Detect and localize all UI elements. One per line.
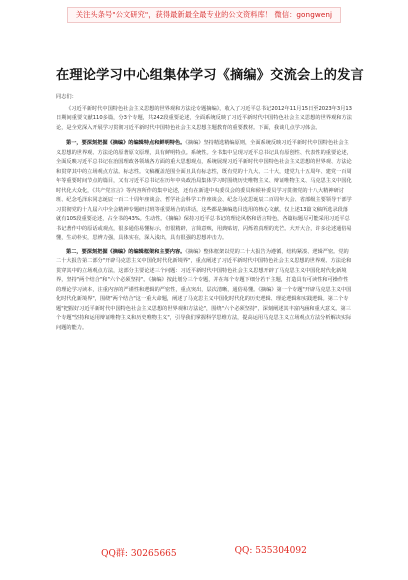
- intro-paragraph: 《习近平新时代中国特色社会主义思想的世界观和方法论专题摘编》，收入了习近平总书记2012年11月15日至2023年3月13日期间重要文献110多篇，分3个专题，共242段重要论述，全面系统反映了习近平新时代中国特色社会主义思想的世界观和方法论，是全党深入开展学习贯彻习近平新时代中国特色社会主义思想主题教育的重要教材。下面，我谈几点学习体会。: [56, 105, 352, 131]
- section-heading: 第一，要深刻把握《摘编》的编辑特点和鲜明特色。: [66, 140, 186, 146]
- banner-text: 关注头条号"公文研究"，获得最新最全最专业的公文资料库！ 微信：gongwenj: [67, 7, 341, 23]
- document-body: [56, 46, 364, 333]
- section-body: 《摘编》坚持精选精编原则，全面系统反映习近平新时代中国特色社会主义思想的世界观、方法论的原著原文原理，具有鲜明特点。系统性。全书集中呈现习近平总书记具有原创性、代表性的重要论述，全面反映习近平总书记在治国理政各领域各方面的重大思想观点，系统展现习近平新时代中国特色社会主义思想的世界观、方法论和贯穿其中的立场观点方法。标志性。文稿覆盖范围全面且具有标志性，既有党的十九大、二十大，建党九十五周年、建党一百周年等重要时间节点的篇目，又有习近平总书记在历年中央政治局集体学习时围绕历史唯物主义、辩证唯物主义、马克思主义中国化时代化大众化，《共产党宣言》等内容所作的集中论述，还有在新进中央委员会的委员和候补委员学习贯彻党的十八大精神研讨班、纪念毛泽东同志诞辰一百二十周年座谈会、哲学社会科学工作座谈会、纪念马克思诞辰二百周年大会、省部级主要领导干部学习贯彻党的十九届六中全会精神专题研讨班等重要场合的讲话，这些都是摘编选目选用的核心文献，仅上述13篇文稿所选录段落就有105段重要论述，占全书的43%。生动性。《摘编》保持习近平总书记的理论风格和语言特色，各篇标题尽可能采用习近平总书记著作中的原话或观点，很多通俗易懂标示，但很精辟，言简意赅，用典贴切，闪烁着真理的光芒。大开大合，许多论述通俗易懂，生动朴实，思辨力强，具体实在，深入浅出，具有很强的思想冲击力。: [56, 140, 352, 241]
- section-2: [56, 248, 352, 334]
- header-banner: [0, 0, 408, 30]
- footer-contacts: [0, 546, 408, 566]
- section-heading: 第二，要深刻把握《摘编》的编辑框架和主要内容。: [66, 248, 186, 255]
- qq-group-text: QQ群: 30265665: [101, 549, 177, 559]
- greeting: 同志们：: [56, 94, 77, 100]
- qq-text: QQ: 535304092: [234, 546, 307, 556]
- section-1: [56, 139, 352, 244]
- document-title: 在理论学习中心组集体学习《摘编》交流会上的发言: [56, 68, 364, 83]
- section-body: 《摘编》整体框架以党的二十大报告为遵循，结构紧凑、逻辑严密。党的二十大报告第二部分"开辟马克思主义中国化时代化新境界"，重点阐述了习近平新时代中国特色社会主义思想的世界观、方法论和贯穿其中的立场观点方法，这部分主要论述三个问题：习近平新时代中国特色社会主义思想开辟了马克思主义中国化时代化新境界，坚持"两个结合"和"六个必须坚持"。《摘编》按此划分三个专题，并在每个专题下细分若干主题，打造具有可读性和可操作性的理论学习读本，注重内容的严谨性和逻辑的严密性，重点突出，层次清晰，通俗易懂。《摘编》第一个专题"开辟马克思主义中国化时代化新境界"，围绕"两个结合"这一重大命题，阐述了马克思主义中国化时代化的历史逻辑、理论逻辑和实践逻辑。第二个专题"把握好习近平新时代中国特色社会主义思想的世界观和方法论"，围绕"六个必须坚持"，深刻阐述其丰富内涵和重大意义。第三个专题"坚持和运用辩证唯物主义和历史唯物主义"，引导我们掌握科学思维方法，提高运用马克思主义立场观点方法分析解决实际问题的能力。: [56, 248, 352, 331]
